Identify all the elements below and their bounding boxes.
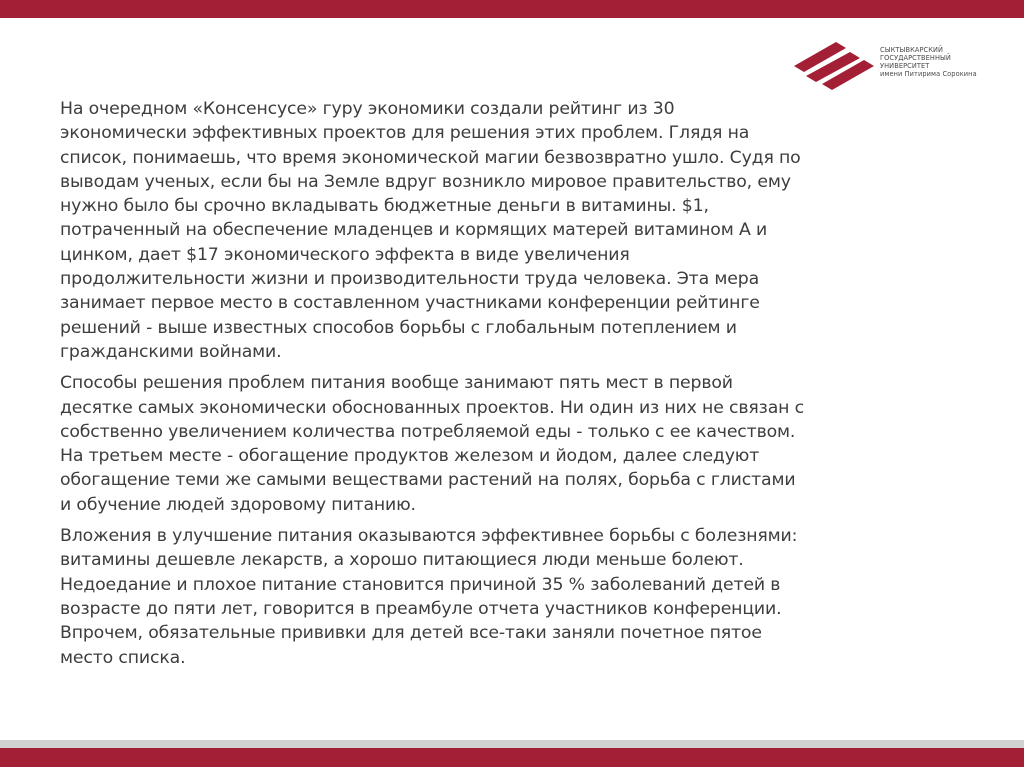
text-line: собственно увеличением количества потребляемой еды - только с ее качеством. xyxy=(60,421,796,442)
slide-body xyxy=(60,97,960,677)
text-line: обогащение теми же самыми веществами растений на полях, борьба с глистами xyxy=(60,470,796,491)
text-line: место списка. xyxy=(60,647,186,668)
text-line: десятке самых экономически обоснованных проектов. Ни один из них не связан с xyxy=(60,397,804,418)
university-name-line: УНИВЕРСИТЕТ xyxy=(880,62,930,70)
text-line: потраченный на обеспечение младенцев и кормящих матерей витамином А и xyxy=(60,220,768,241)
university-emblem-icon xyxy=(792,38,878,90)
text-line: цинком, дает $17 экономического эффекта в виде увеличения xyxy=(60,244,630,265)
text-line: гражданскими войнами. xyxy=(60,341,282,362)
text-line: Вложения в улучшение питания оказываются эффективнее борьбы с болезнями: xyxy=(60,526,798,547)
text-line: выводам ученых, если бы на Земле вдруг возникло мировое правительство, ему xyxy=(60,171,791,192)
text-line: Способы решения проблем питания вообще занимают пять мест в первой xyxy=(60,373,733,394)
bottom-divider xyxy=(0,740,1024,748)
bottom-accent-bar xyxy=(0,748,1024,767)
text-line: На третьем месте - обогащение продуктов железом и йодом, далее следуют xyxy=(60,446,760,467)
paragraph-3 xyxy=(60,524,960,670)
university-name-line: СЫКТЫВКАРСКИЙ xyxy=(880,46,944,54)
text-line: занимает первое место в составленном участниками конференции рейтинге xyxy=(60,293,760,314)
text-line: На очередном «Консенсусе» гуру экономики создали рейтинг из 30 xyxy=(60,99,675,119)
text-line: нужно было бы срочно вкладывать бюджетные деньги в витамины. $1, xyxy=(60,196,709,217)
text-line: Недоедание и плохое питание становится причиной 35 % заболеваний детей в xyxy=(60,574,781,595)
university-name-line: ГОСУДАРСТВЕННЫЙ xyxy=(880,54,951,62)
university-name xyxy=(880,46,1000,78)
paragraph-2 xyxy=(60,371,960,517)
top-accent-bar xyxy=(0,0,1024,18)
text-line: витамины дешевле лекарств, а хорошо питающиеся люди меньше болеют. xyxy=(60,550,744,571)
text-line: продолжительности жизни и производительности труда человека. Эта мера xyxy=(60,269,760,290)
text-line: список, понимаешь, что время экономической магии безвозвратно ушло. Судя по xyxy=(60,147,801,168)
text-line: решений - выше известных способов борьбы с глобальным потеплением и xyxy=(60,317,737,338)
text-line: экономически эффективных проектов для решения этих проблем. Глядя на xyxy=(60,123,750,144)
paragraph-1 xyxy=(60,97,960,364)
text-line: Впрочем, обязательные прививки для детей все-таки заняли почетное пятое xyxy=(60,623,762,644)
text-line: и обучение людей здоровому питанию. xyxy=(60,494,416,515)
university-name-line: имени Питирима Сорокина xyxy=(880,70,977,78)
bottom-band xyxy=(0,740,1024,767)
university-logo xyxy=(792,38,1002,90)
text-line: возрасте до пяти лет, говорится в преамбуле отчета участников конференции. xyxy=(60,598,782,619)
